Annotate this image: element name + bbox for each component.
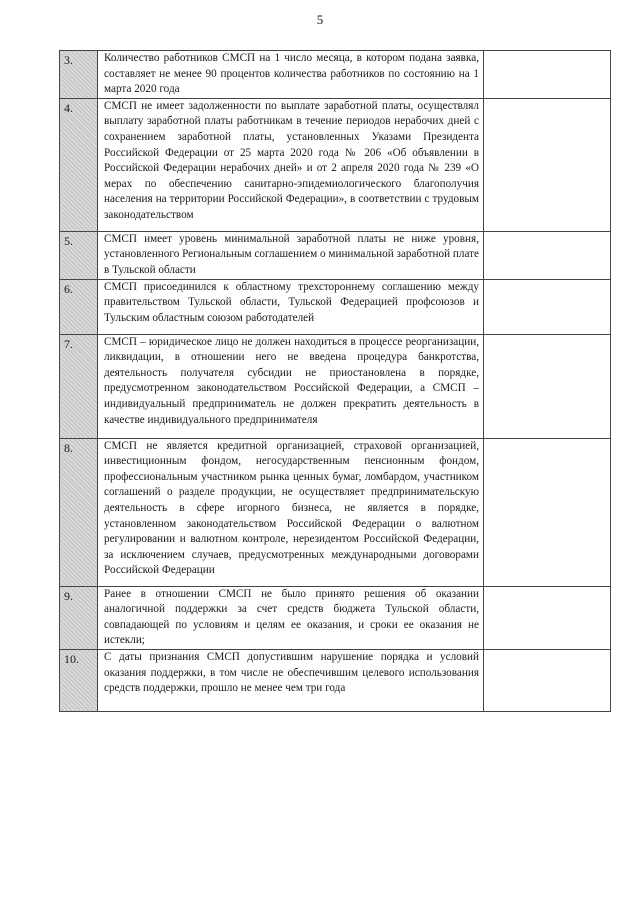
criterion-text: СМСП – юридическое лицо не должен находиться в процессе реорганизации, ликвидации, в отношении него не введена процедура банкротства, деятельность получателя субсидии не приостановлена в порядке, предусмотренном законодательством Российской Федерации, а СМСП – индивидуальный предприниматель не должен прекратить деятельность в качестве индивидуального предпринимателя [98,334,484,438]
criterion-text: Количество работников СМСП на 1 число месяца, в котором подана заявка, составляет не менее 90 процентов количества работников по состоянию на 1 марта 2020 года [98,51,484,99]
row-number: 4. [60,98,98,231]
row-number: 9. [60,586,98,649]
page-number: 5 [316,12,324,27]
criteria-table [59,50,611,712]
table-row [60,98,611,231]
row-number: 6. [60,279,98,334]
answer-cell [484,649,611,711]
criterion-text: С даты признания СМСП допустившим нарушение порядка и условий оказания поддержки, в том числе не обеспечившим целевого использования средств поддержки, прошло не менее чем три года [98,649,484,711]
row-number: 5. [60,231,98,279]
answer-cell [484,438,611,586]
answer-cell [484,98,611,231]
answer-cell [484,51,611,99]
criterion-text: СМСП имеет уровень минимальной заработной платы не ниже уровня, установленного Региональным соглашением о минимальной заработной плате в Тульской области [98,231,484,279]
row-number: 8. [60,438,98,586]
answer-cell [484,279,611,334]
table-row [60,279,611,334]
answer-cell [484,334,611,438]
criterion-text: СМСП не является кредитной организацией, страховой организацией, инвестиционным фондом, негосударственным пенсионным фондом, профессиональным участником рынка ценных бумаг, ломбардом, участником соглашений о разделе продукции, не осуществляет предпринимательскую деятельность в сфере игорного бизнеса, не является в порядке, установленном законодательством Российской Федерации о валютном регулировании и валютном контроле, нерезидентом Российской Федерации, за исключением случаев, предусмотренных международными договорами Российской Федерации [98,438,484,586]
row-number: 3. [60,51,98,99]
table-row [60,586,611,649]
answer-cell [484,231,611,279]
criterion-text: СМСП присоединился к областному трехстороннему соглашению между правительством Тульской области, Тульской Федерацией профсоюзов и Тульским областным союзом работодателей [98,279,484,334]
table-row [60,438,611,586]
criterion-text: СМСП не имеет задолженности по выплате заработной платы, осуществлял выплату заработной платы работникам в течение периодов нерабочих дней с сохранением заработной платы, установленных Указами Президента Российской Федерации от 25 марта 2020 года № 206 «Об объявлении в Российской Федерации нерабочих дней» и от 2 апреля 2020 года № 239 «О мерах по обеспечению санитарно-эпидемиологического благополучия населения на территории Российской Федерации», в соответствии с трудовым законодательством [98,98,484,231]
row-number: 7. [60,334,98,438]
table-row [60,649,611,711]
table-row [60,231,611,279]
row-number: 10. [60,649,98,711]
answer-cell [484,586,611,649]
table-row [60,334,611,438]
criterion-text: Ранее в отношении СМСП не было принято решения об оказании аналогичной поддержки за счет средств бюджета Тульской области, совпадающей по условиям и целям ее оказания, и сроки ее оказания не истекли; [98,586,484,649]
table-row [60,51,611,99]
